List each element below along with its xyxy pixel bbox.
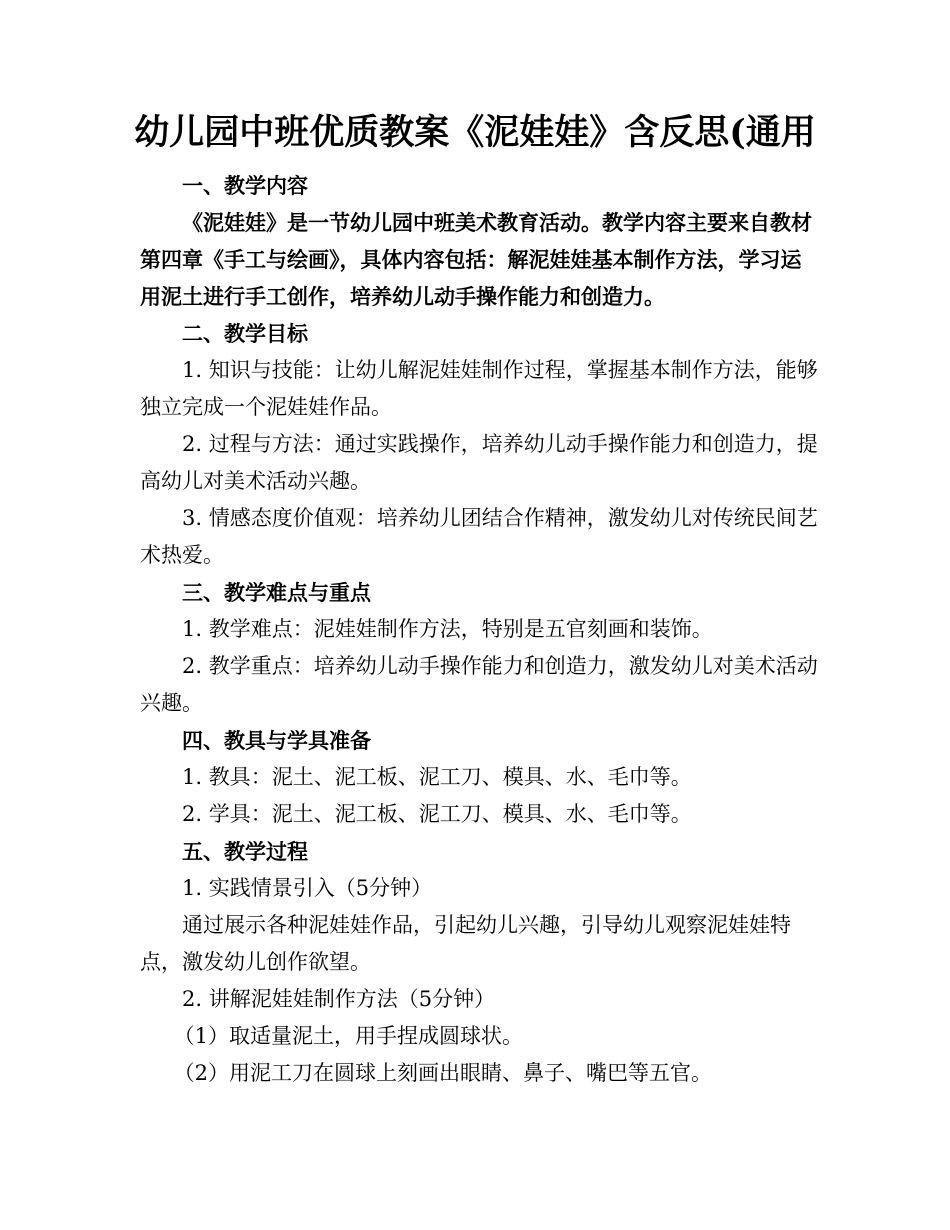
paragraph-goal-3: 3. 情感态度价值观：培养幼儿团结合作精神，激发幼儿对传统民间艺术热爱。 [140, 506, 818, 567]
document-title: 幼儿园中班优质教案《泥娃娃》含反思(通用 [134, 112, 816, 153]
paragraph-difficulty: 1. 教学难点：泥娃娃制作方法，特别是五官刻画和装饰。 [182, 617, 713, 641]
paragraph-goal-2: 2. 过程与方法：通过实践操作，培养幼儿动手操作能力和创造力，提高幼儿对美术活动兴趣。 [140, 432, 818, 493]
section-heading-goals: 二、教学目标 [182, 321, 308, 346]
section-heading-content: 一、教学内容 [182, 173, 308, 198]
paragraph-content-intro: 《泥娃娃》是一节幼儿园中班美术教育活动。教学内容主要来自教材第四章《手工与绘画》，具体内容包括：解泥娃娃基本制作方法，学习运用泥土进行手工创作，培养幼儿动手操作能力和创造力。 [140, 210, 812, 309]
paragraph-step-2: 2. 讲解泥娃娃制作方法（5分钟） [182, 987, 496, 1011]
section-heading-difficulties: 三、教学难点与重点 [182, 580, 371, 605]
paragraph-step-1-detail: 通过展示各种泥娃娃作品，引起幼儿兴趣，引导幼儿观察泥娃娃特点，激发幼儿创作欲望。 [140, 913, 791, 974]
paragraph-goal-1: 1. 知识与技能：让幼儿解泥娃娃制作过程，掌握基本制作方法，能够独立完成一个泥娃娃作品。 [140, 358, 818, 419]
section-heading-materials: 四、教具与学具准备 [182, 728, 371, 753]
paragraph-step-2-2: （2）用泥工刀在圆球上刻画出眼睛、鼻子、嘴巴等五官。 [173, 1061, 712, 1085]
section-heading-process: 五、教学过程 [182, 839, 308, 864]
paragraph-teacher-tools: 1. 教具：泥土、泥工板、泥工刀、模具、水、毛巾等。 [182, 765, 692, 789]
document-body [140, 167, 820, 1092]
paragraph-keypoint: 2. 教学重点：培养幼儿动手操作能力和创造力，激发幼儿对美术活动兴趣。 [140, 654, 818, 715]
paragraph-student-tools: 2. 学具：泥土、泥工板、泥工刀、模具、水、毛巾等。 [182, 802, 692, 826]
paragraph-step-1: 1. 实践情景引入（5分钟） [182, 876, 433, 900]
paragraph-step-2-1: （1）取适量泥土，用手捏成圆球状。 [173, 1024, 523, 1048]
